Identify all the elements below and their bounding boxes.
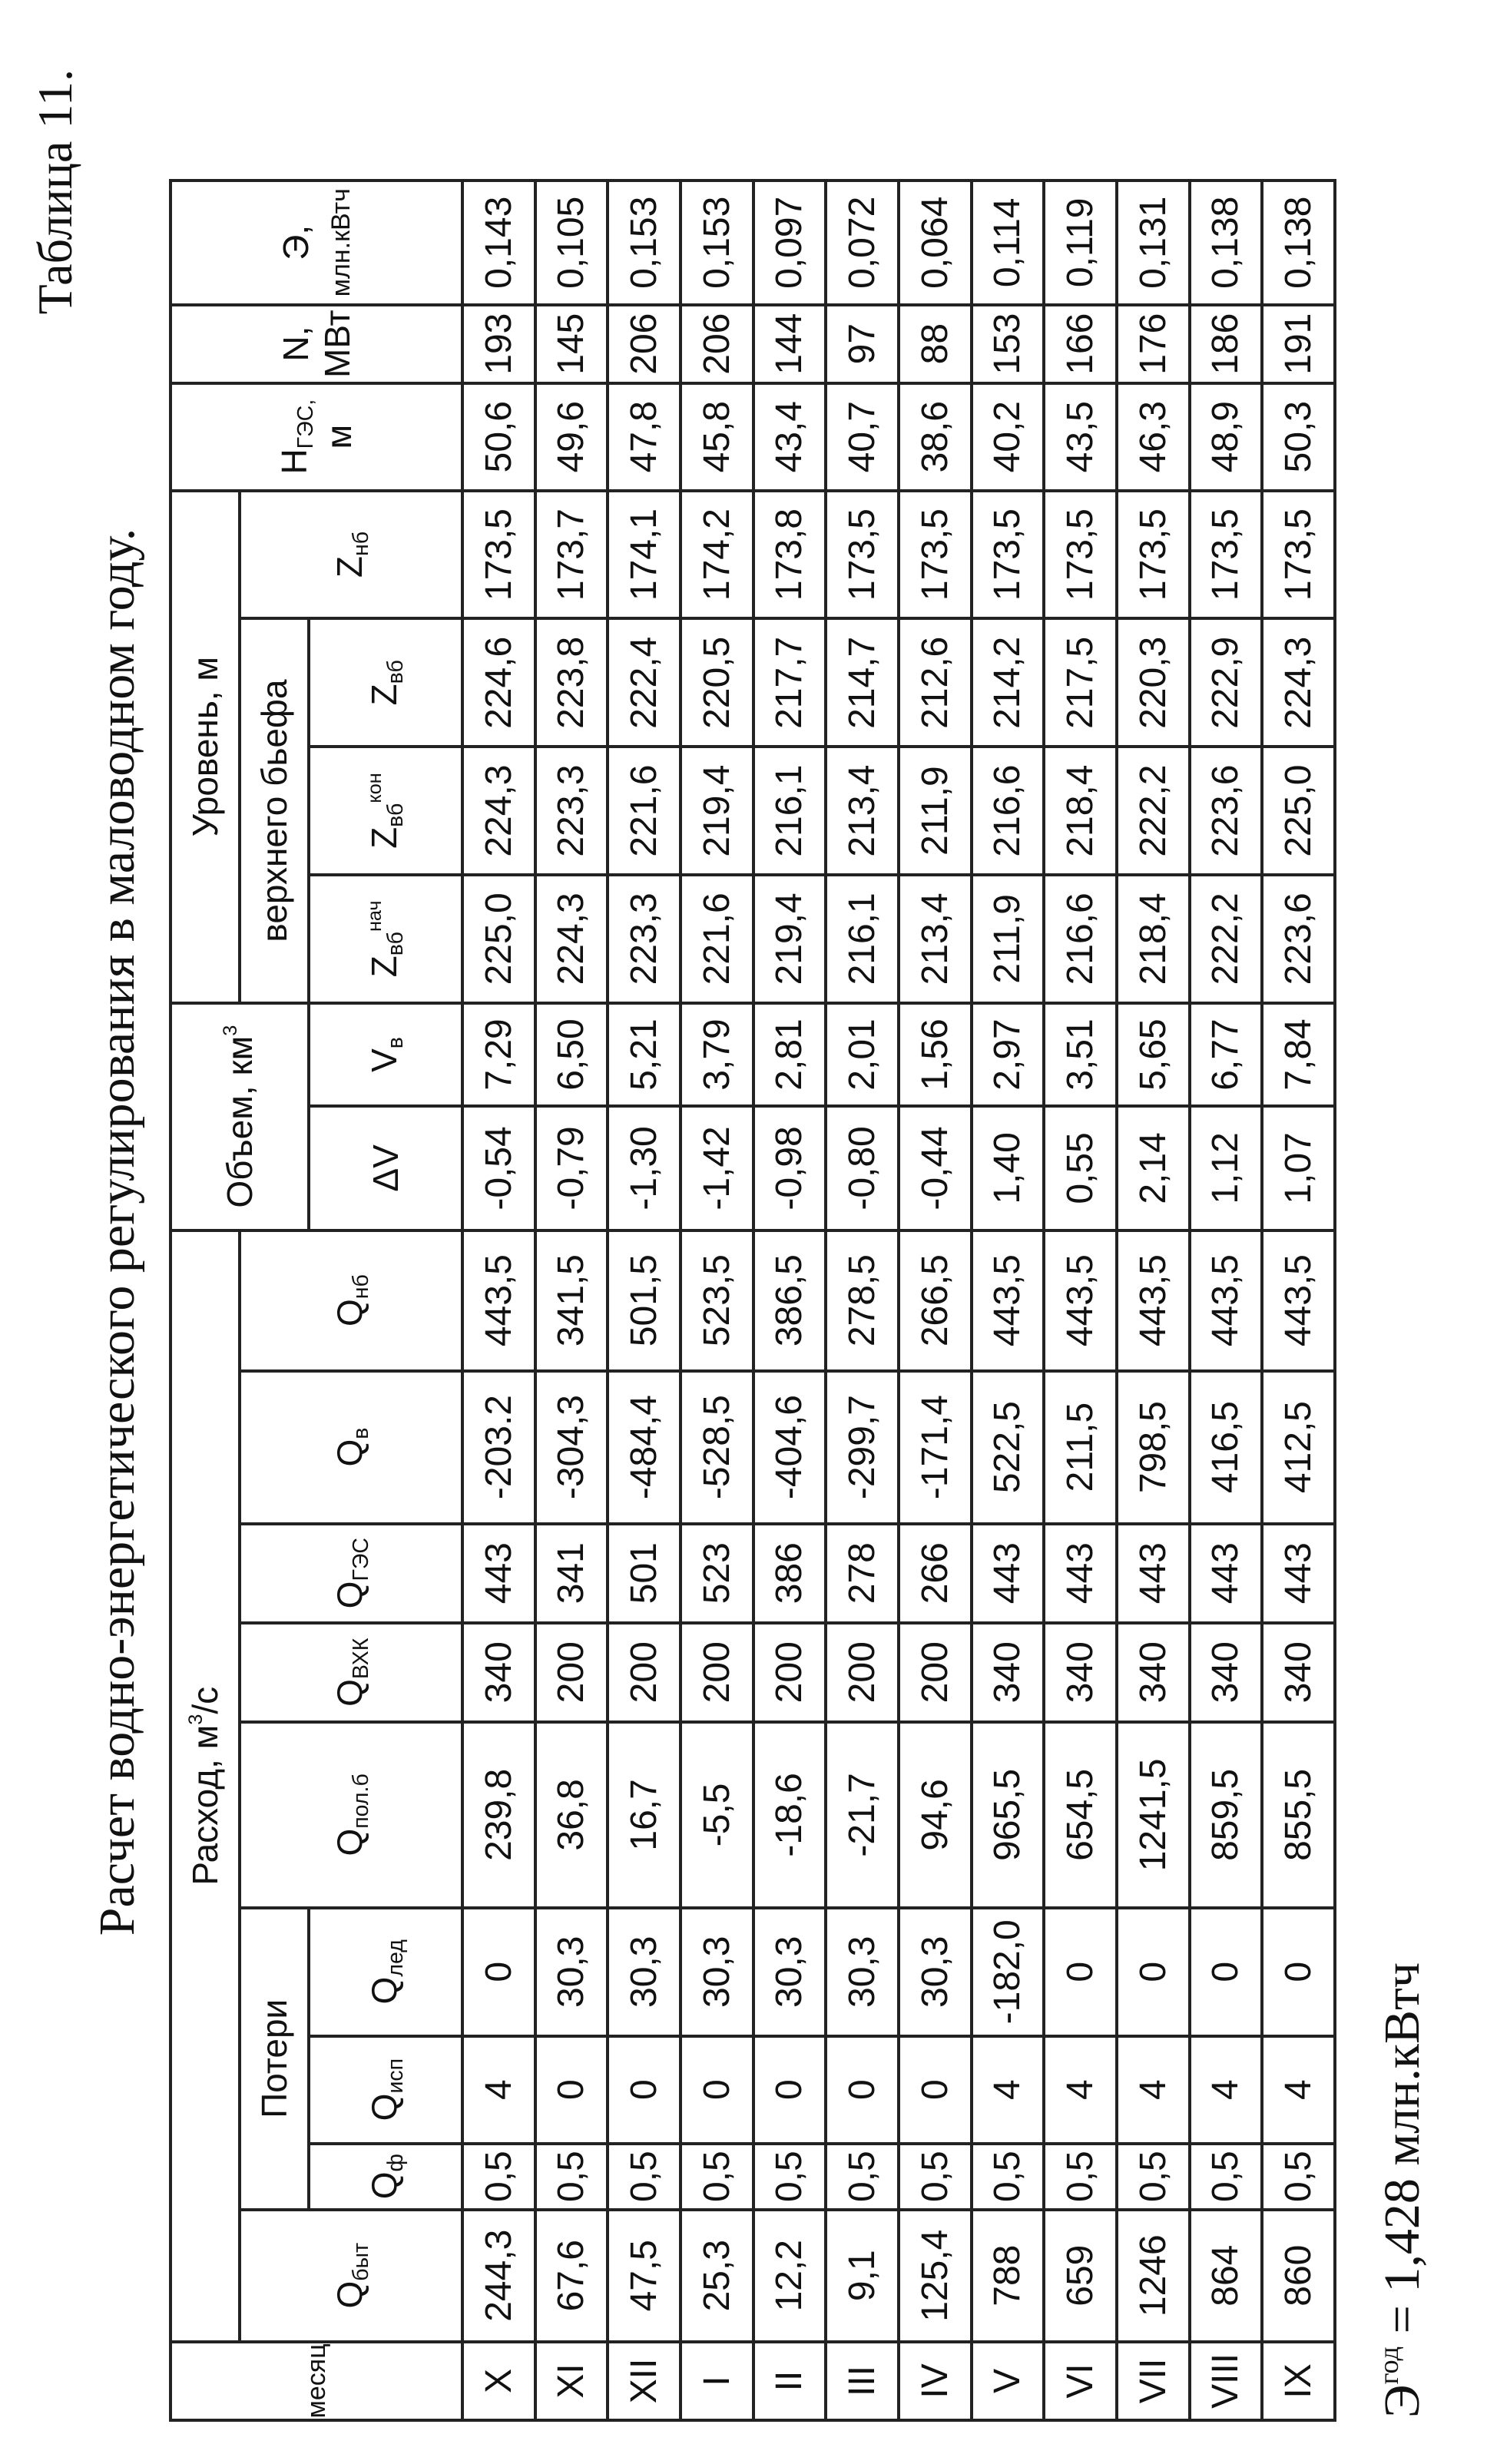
cell-qisp: 0 bbox=[681, 2036, 753, 2144]
cell-ze: 216,1 bbox=[753, 747, 826, 875]
cell-qisp: 0 bbox=[826, 2036, 899, 2144]
document-title: Расчет водно-энергетического регулирования в маловодном году. bbox=[89, 528, 145, 1936]
cell-zvb: 217,5 bbox=[1044, 618, 1117, 747]
cell-zvb: 220,5 bbox=[681, 618, 753, 747]
cell-m: IV bbox=[899, 2342, 972, 2420]
cell-n: 191 bbox=[1262, 305, 1335, 383]
cell-qnb: 501,5 bbox=[608, 1230, 681, 1371]
cell-qnb: 443,5 bbox=[1117, 1230, 1190, 1371]
cell-h: 50,6 bbox=[462, 383, 535, 491]
header-energy: Э, млн.кВтч bbox=[171, 180, 462, 305]
cell-qbyt: 864 bbox=[1190, 2210, 1263, 2342]
cell-qf: 0,5 bbox=[608, 2144, 681, 2210]
cell-h: 38,6 bbox=[899, 383, 972, 491]
cell-qnb: 443,5 bbox=[462, 1230, 535, 1371]
cell-h: 40,7 bbox=[826, 383, 899, 491]
cell-m: IX bbox=[1262, 2342, 1335, 2420]
cell-dv: -0,80 bbox=[826, 1106, 899, 1230]
header-q-vhk: $Q_{ВХК}$ bbox=[240, 1623, 462, 1722]
cell-qvhk: 340 bbox=[1044, 1623, 1117, 1722]
cell-h: 45,8 bbox=[681, 383, 753, 491]
cell-qvhk: 200 bbox=[899, 1623, 972, 1722]
cell-qpol: -5,5 bbox=[681, 1722, 753, 1908]
header-flow-group: Расход, $м^3/с$ bbox=[171, 1230, 240, 2342]
cell-n: 153 bbox=[972, 305, 1045, 383]
cell-ze: 221,6 bbox=[608, 747, 681, 875]
cell-zs: 216,1 bbox=[826, 875, 899, 1003]
cell-zvb: 212,6 bbox=[899, 618, 972, 747]
cell-qbyt: 12,2 bbox=[753, 2210, 826, 2342]
header-losses-group: Потери bbox=[240, 1908, 309, 2210]
header-upper-pool-group: верхнего бьефа bbox=[240, 618, 309, 1002]
cell-qnb: 443,5 bbox=[1262, 1230, 1335, 1371]
cell-ze: 224,3 bbox=[462, 747, 535, 875]
header-q-led: $Q_{лед}$ bbox=[309, 1908, 462, 2036]
cell-v: 7,84 bbox=[1262, 1003, 1335, 1107]
cell-qisp: 0 bbox=[535, 2036, 608, 2144]
cell-qbyt: 125,4 bbox=[899, 2210, 972, 2342]
cell-znb: 173,7 bbox=[535, 491, 608, 619]
cell-h: 46,3 bbox=[1117, 383, 1190, 491]
cell-dv: -0,44 bbox=[899, 1106, 972, 1230]
cell-qled: 0 bbox=[1044, 1908, 1117, 2036]
cell-zvb: 217,7 bbox=[753, 618, 826, 747]
cell-qvhk: 200 bbox=[608, 1623, 681, 1722]
cell-dv: 1,40 bbox=[972, 1106, 1045, 1230]
cell-qvhk: 200 bbox=[826, 1623, 899, 1722]
cell-zvb: 224,6 bbox=[462, 618, 535, 747]
cell-zvb: 214,7 bbox=[826, 618, 899, 747]
cell-qv: -404,6 bbox=[753, 1371, 826, 1524]
cell-zvb: 220,3 bbox=[1117, 618, 1190, 747]
cell-n: 88 bbox=[899, 305, 972, 383]
cell-qges: 501 bbox=[608, 1524, 681, 1623]
cell-zvb: 223,8 bbox=[535, 618, 608, 747]
cell-zvb: 214,2 bbox=[972, 618, 1045, 747]
cell-qnb: 278,5 bbox=[826, 1230, 899, 1371]
cell-v: 6,77 bbox=[1190, 1003, 1263, 1107]
cell-znb: 173,5 bbox=[972, 491, 1045, 619]
cell-qv: 522,5 bbox=[972, 1371, 1045, 1524]
table-row bbox=[826, 180, 899, 2420]
cell-qisp: 4 bbox=[1117, 2036, 1190, 2144]
cell-zs: 219,4 bbox=[753, 875, 826, 1003]
cell-znb: 173,8 bbox=[753, 491, 826, 619]
cell-h: 47,8 bbox=[608, 383, 681, 491]
cell-n: 97 bbox=[826, 305, 899, 383]
cell-zs: 213,4 bbox=[899, 875, 972, 1003]
cell-qbyt: 67,6 bbox=[535, 2210, 608, 2342]
cell-zs: 218,4 bbox=[1117, 875, 1190, 1003]
cell-zvb: 222,9 bbox=[1190, 618, 1263, 747]
cell-e: 0,153 bbox=[608, 180, 681, 305]
cell-v: 2,01 bbox=[826, 1003, 899, 1107]
cell-qled: 30,3 bbox=[753, 1908, 826, 2036]
cell-h: 50,3 bbox=[1262, 383, 1335, 491]
cell-qnb: 443,5 bbox=[1044, 1230, 1117, 1371]
cell-dv: -1,42 bbox=[681, 1106, 753, 1230]
header-volume-group: Объем, $км^3$ bbox=[171, 1003, 309, 1230]
cell-m: VI bbox=[1044, 2342, 1117, 2420]
cell-qges: 443 bbox=[1044, 1524, 1117, 1623]
cell-e: 0,064 bbox=[899, 180, 972, 305]
header-month: месяц bbox=[171, 2342, 462, 2420]
table-row bbox=[1262, 180, 1335, 2420]
cell-qled: 30,3 bbox=[608, 1908, 681, 2036]
cell-m: X bbox=[462, 2342, 535, 2420]
table-row bbox=[1190, 180, 1263, 2420]
cell-dv: 0,55 bbox=[1044, 1106, 1117, 1230]
cell-znb: 173,5 bbox=[1262, 491, 1335, 619]
cell-qf: 0,5 bbox=[462, 2144, 535, 2210]
header-z-nb: $Z_{нб}$ bbox=[240, 491, 462, 619]
cell-n: 145 bbox=[535, 305, 608, 383]
cell-qled: 0 bbox=[462, 1908, 535, 2036]
cell-qges: 443 bbox=[462, 1524, 535, 1623]
cell-qf: 0,5 bbox=[1044, 2144, 1117, 2210]
cell-m: VII bbox=[1117, 2342, 1190, 2420]
cell-dv: 1,12 bbox=[1190, 1106, 1263, 1230]
cell-qv: -171,4 bbox=[899, 1371, 972, 1524]
cell-e: 0,138 bbox=[1262, 180, 1335, 305]
cell-qbyt: 47,5 bbox=[608, 2210, 681, 2342]
cell-qf: 0,5 bbox=[1190, 2144, 1263, 2210]
table-container bbox=[169, 179, 1336, 2422]
cell-m: VIII bbox=[1190, 2342, 1263, 2420]
cell-n: 206 bbox=[608, 305, 681, 383]
table-body bbox=[462, 180, 1335, 2420]
cell-zs: 221,6 bbox=[681, 875, 753, 1003]
cell-qf: 0,5 bbox=[753, 2144, 826, 2210]
cell-zs: 225,0 bbox=[462, 875, 535, 1003]
cell-ze: 219,4 bbox=[681, 747, 753, 875]
cell-h: 49,6 bbox=[535, 383, 608, 491]
cell-v: 3,79 bbox=[681, 1003, 753, 1107]
cell-qnb: 386,5 bbox=[753, 1230, 826, 1371]
cell-ze: 211,9 bbox=[899, 747, 972, 875]
cell-ze: 225,0 bbox=[1262, 747, 1335, 875]
cell-h: 43,5 bbox=[1044, 383, 1117, 491]
header-power: N, МВт bbox=[171, 305, 462, 383]
cell-n: 193 bbox=[462, 305, 535, 383]
cell-qbyt: 244,3 bbox=[462, 2210, 535, 2342]
cell-m: I bbox=[681, 2342, 753, 2420]
cell-qled: 30,3 bbox=[899, 1908, 972, 2036]
cell-qv: -484,4 bbox=[608, 1371, 681, 1524]
cell-m: III bbox=[826, 2342, 899, 2420]
cell-qbyt: 659 bbox=[1044, 2210, 1117, 2342]
cell-qisp: 4 bbox=[1190, 2036, 1263, 2144]
cell-v: 2,97 bbox=[972, 1003, 1045, 1107]
cell-qpol: -21,7 bbox=[826, 1722, 899, 1908]
cell-qisp: 0 bbox=[753, 2036, 826, 2144]
table-row bbox=[608, 180, 681, 2420]
cell-e: 0,097 bbox=[753, 180, 826, 305]
header-q-f: $Q_ф$ bbox=[309, 2144, 462, 2210]
cell-qpol: 36,8 bbox=[535, 1722, 608, 1908]
header-z-start: $Z_{вб}^{нач}$ bbox=[309, 875, 462, 1003]
cell-n: 186 bbox=[1190, 305, 1263, 383]
table-row bbox=[462, 180, 535, 2420]
cell-m: V bbox=[972, 2342, 1045, 2420]
cell-ze: 223,3 bbox=[535, 747, 608, 875]
cell-v: 6,50 bbox=[535, 1003, 608, 1107]
cell-znb: 174,1 bbox=[608, 491, 681, 619]
cell-qv: 798,5 bbox=[1117, 1371, 1190, 1524]
cell-e: 0,138 bbox=[1190, 180, 1263, 305]
cell-zs: 216,6 bbox=[1044, 875, 1117, 1003]
cell-qbyt: 1246 bbox=[1117, 2210, 1190, 2342]
cell-zvb: 224,3 bbox=[1262, 618, 1335, 747]
cell-qisp: 4 bbox=[1044, 2036, 1117, 2144]
cell-qges: 443 bbox=[972, 1524, 1045, 1623]
cell-qges: 523 bbox=[681, 1524, 753, 1623]
table-row bbox=[1117, 180, 1190, 2420]
header-z-vb: $Z_{вб}$ bbox=[309, 618, 462, 747]
cell-m: XII bbox=[608, 2342, 681, 2420]
cell-qv: 416,5 bbox=[1190, 1371, 1263, 1524]
header-q-ges: $Q_{ГЭС}$ bbox=[240, 1524, 462, 1623]
cell-ze: 218,4 bbox=[1044, 747, 1117, 875]
cell-e: 0,143 bbox=[462, 180, 535, 305]
cell-v: 2,81 bbox=[753, 1003, 826, 1107]
cell-qvhk: 200 bbox=[681, 1623, 753, 1722]
cell-qf: 0,5 bbox=[1262, 2144, 1335, 2210]
cell-qled: 0 bbox=[1117, 1908, 1190, 2036]
cell-e: 0,153 bbox=[681, 180, 753, 305]
cell-qbyt: 860 bbox=[1262, 2210, 1335, 2342]
cell-qvhk: 200 bbox=[535, 1623, 608, 1722]
cell-qf: 0,5 bbox=[1117, 2144, 1190, 2210]
cell-qbyt: 9,1 bbox=[826, 2210, 899, 2342]
cell-znb: 174,2 bbox=[681, 491, 753, 619]
cell-m: XI bbox=[535, 2342, 608, 2420]
cell-n: 206 bbox=[681, 305, 753, 383]
cell-qled: 0 bbox=[1262, 1908, 1335, 2036]
cell-dv: 1,07 bbox=[1262, 1106, 1335, 1230]
cell-qges: 386 bbox=[753, 1524, 826, 1623]
cell-qv: -528,5 bbox=[681, 1371, 753, 1524]
cell-zs: 222,2 bbox=[1190, 875, 1263, 1003]
cell-qv: -304,3 bbox=[535, 1371, 608, 1524]
cell-znb: 173,5 bbox=[1044, 491, 1117, 619]
cell-qisp: 0 bbox=[608, 2036, 681, 2144]
cell-v: 3,51 bbox=[1044, 1003, 1117, 1107]
cell-qf: 0,5 bbox=[681, 2144, 753, 2210]
cell-ze: 216,6 bbox=[972, 747, 1045, 875]
cell-qled: 30,3 bbox=[826, 1908, 899, 2036]
cell-zs: 223,6 bbox=[1262, 875, 1335, 1003]
cell-qpol: 94,6 bbox=[899, 1722, 972, 1908]
cell-e: 0,072 bbox=[826, 180, 899, 305]
cell-qv: 211,5 bbox=[1044, 1371, 1117, 1524]
cell-qnb: 341,5 bbox=[535, 1230, 608, 1371]
cell-qges: 341 bbox=[535, 1524, 608, 1623]
table-row bbox=[1044, 180, 1117, 2420]
cell-dv: -0,98 bbox=[753, 1106, 826, 1230]
header-z-end: $Z_{вб}^{кон}$ bbox=[309, 747, 462, 875]
table-row bbox=[753, 180, 826, 2420]
header-q-byt: $Q_{быт}$ bbox=[240, 2210, 462, 2342]
regulation-table bbox=[169, 179, 1336, 2422]
header-q-isp: $Q_{исп}$ bbox=[309, 2036, 462, 2144]
cell-zs: 223,3 bbox=[608, 875, 681, 1003]
cell-ze: 222,2 bbox=[1117, 747, 1190, 875]
cell-qges: 443 bbox=[1117, 1524, 1190, 1623]
cell-zvb: 222,4 bbox=[608, 618, 681, 747]
cell-qges: 278 bbox=[826, 1524, 899, 1623]
header-delta-v: ΔV bbox=[309, 1106, 462, 1230]
cell-qisp: 4 bbox=[1262, 2036, 1335, 2144]
header-q-nb: $Q_{нб}$ bbox=[240, 1230, 462, 1371]
cell-qvhk: 340 bbox=[462, 1623, 535, 1722]
cell-qf: 0,5 bbox=[535, 2144, 608, 2210]
cell-dv: 2,14 bbox=[1117, 1106, 1190, 1230]
cell-dv: -0,54 bbox=[462, 1106, 535, 1230]
cell-znb: 173,5 bbox=[826, 491, 899, 619]
cell-h: 40,2 bbox=[972, 383, 1045, 491]
cell-m: II bbox=[753, 2342, 826, 2420]
cell-qvhk: 340 bbox=[1190, 1623, 1263, 1722]
cell-qbyt: 788 bbox=[972, 2210, 1045, 2342]
cell-qf: 0,5 bbox=[972, 2144, 1045, 2210]
cell-ze: 223,6 bbox=[1190, 747, 1263, 875]
cell-zs: 211,9 bbox=[972, 875, 1045, 1003]
cell-qpol: 1241,5 bbox=[1117, 1722, 1190, 1908]
cell-qnb: 266,5 bbox=[899, 1230, 972, 1371]
cell-qpol: 965,5 bbox=[972, 1722, 1045, 1908]
cell-qled: -182,0 bbox=[972, 1908, 1045, 2036]
cell-dv: -1,30 bbox=[608, 1106, 681, 1230]
cell-qled: 0 bbox=[1190, 1908, 1263, 2036]
header-q-pol: $Q_{пол.б}$ bbox=[240, 1722, 462, 1908]
cell-qpol: 239,8 bbox=[462, 1722, 535, 1908]
cell-h: 43,4 bbox=[753, 383, 826, 491]
header-h-ges: $H_{ГЭС,}$ м bbox=[171, 383, 462, 491]
cell-qbyt: 25,3 bbox=[681, 2210, 753, 2342]
cell-dv: -0,79 bbox=[535, 1106, 608, 1230]
cell-qf: 0,5 bbox=[899, 2144, 972, 2210]
cell-e: 0,114 bbox=[972, 180, 1045, 305]
table-row bbox=[972, 180, 1045, 2420]
cell-znb: 173,5 bbox=[1190, 491, 1263, 619]
cell-v: 7,29 bbox=[462, 1003, 535, 1107]
cell-qv: 412,5 bbox=[1262, 1371, 1335, 1524]
cell-qpol: 654,5 bbox=[1044, 1722, 1117, 1908]
header-level-group: Уровень, м bbox=[171, 491, 240, 1003]
cell-qges: 443 bbox=[1190, 1524, 1263, 1623]
cell-qisp: 0 bbox=[899, 2036, 972, 2144]
cell-qv: -299,7 bbox=[826, 1371, 899, 1524]
table-row bbox=[535, 180, 608, 2420]
table-row bbox=[899, 180, 972, 2420]
header-q-v: $Q_в$ bbox=[240, 1371, 462, 1524]
cell-qpol: 855,5 bbox=[1262, 1722, 1335, 1908]
cell-v: 1,56 bbox=[899, 1003, 972, 1107]
cell-qpol: -18,6 bbox=[753, 1722, 826, 1908]
cell-znb: 173,5 bbox=[899, 491, 972, 619]
cell-qf: 0,5 bbox=[826, 2144, 899, 2210]
cell-znb: 173,5 bbox=[1117, 491, 1190, 619]
cell-qnb: 443,5 bbox=[1190, 1230, 1263, 1371]
cell-qvhk: 340 bbox=[1117, 1623, 1190, 1722]
cell-e: 0,131 bbox=[1117, 180, 1190, 305]
cell-qpol: 16,7 bbox=[608, 1722, 681, 1908]
cell-qvhk: 200 bbox=[753, 1623, 826, 1722]
table-row bbox=[681, 180, 753, 2420]
cell-e: 0,119 bbox=[1044, 180, 1117, 305]
cell-qled: 30,3 bbox=[681, 1908, 753, 2036]
cell-qnb: 523,5 bbox=[681, 1230, 753, 1371]
cell-v: 5,21 bbox=[608, 1003, 681, 1107]
cell-v: 5,65 bbox=[1117, 1003, 1190, 1107]
cell-qges: 443 bbox=[1262, 1524, 1335, 1623]
cell-qnb: 443,5 bbox=[972, 1230, 1045, 1371]
cell-e: 0,105 bbox=[535, 180, 608, 305]
cell-zs: 224,3 bbox=[535, 875, 608, 1003]
table-label: Таблица 11. bbox=[28, 69, 82, 315]
cell-qpol: 859,5 bbox=[1190, 1722, 1263, 1908]
annual-energy-footer: $Э^{год} = 1,428$ млн.кВтч bbox=[1373, 1962, 1431, 2418]
cell-n: 176 bbox=[1117, 305, 1190, 383]
cell-n: 144 bbox=[753, 305, 826, 383]
cell-qled: 30,3 bbox=[535, 1908, 608, 2036]
cell-qv: -203.2 bbox=[462, 1371, 535, 1524]
cell-h: 48,9 bbox=[1190, 383, 1263, 491]
cell-ze: 213,4 bbox=[826, 747, 899, 875]
cell-qvhk: 340 bbox=[972, 1623, 1045, 1722]
cell-qges: 266 bbox=[899, 1524, 972, 1623]
cell-qisp: 4 bbox=[972, 2036, 1045, 2144]
header-v: $V_в$ bbox=[309, 1003, 462, 1107]
cell-qvhk: 340 bbox=[1262, 1623, 1335, 1722]
cell-znb: 173,5 bbox=[462, 491, 535, 619]
cell-n: 166 bbox=[1044, 305, 1117, 383]
cell-qisp: 4 bbox=[462, 2036, 535, 2144]
